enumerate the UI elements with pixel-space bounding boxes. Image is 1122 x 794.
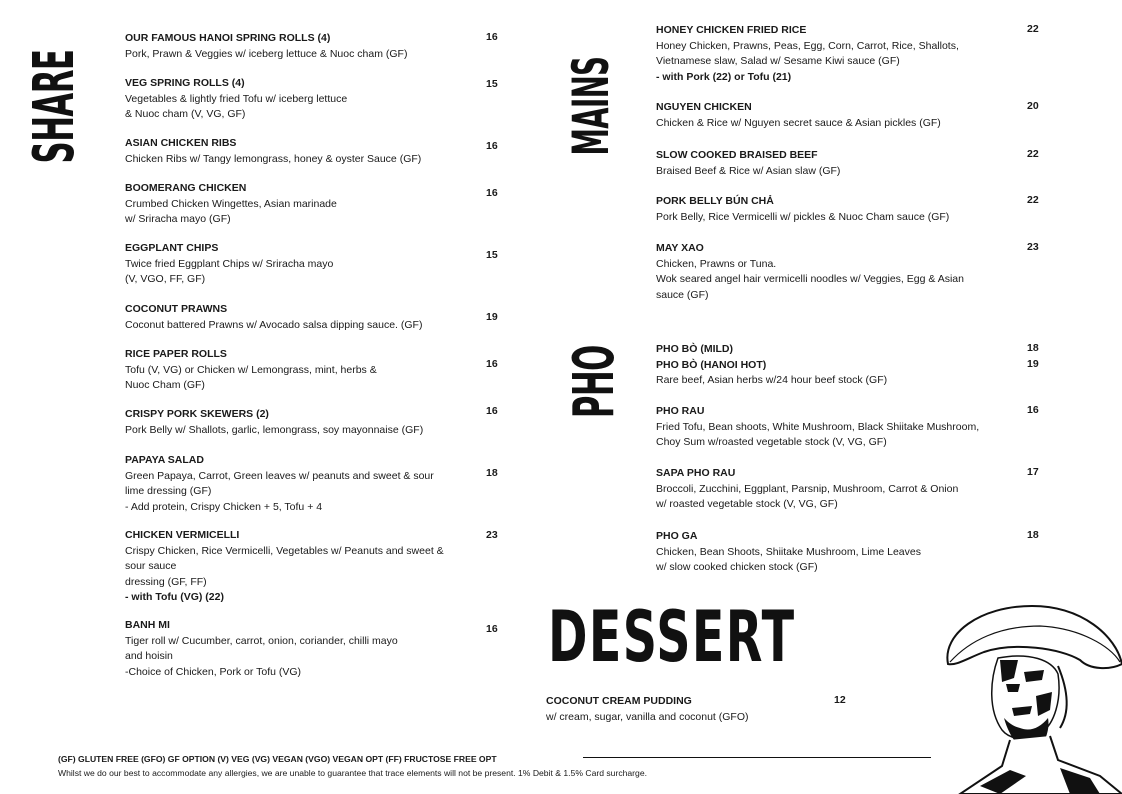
item-price: 15: [486, 78, 498, 90]
item-description: Crispy Chicken, Rice Vermicelli, Vegetables w/ Peanuts and sweet & sour sauce dressing (GF, FF): [125, 544, 444, 588]
item-price: 16: [1027, 404, 1039, 416]
item-description: Honey Chicken, Prawns, Peas, Egg, Corn, Carrot, Rice, Shallots, Vietnamese slaw, Salad w/ Sesame Kiwi sauce (GF): [656, 39, 959, 67]
dietary-legend: (GF) GLUTEN FREE (GFO) GF OPTION (V) VEG (VG) VEGAN (VGO) VEGAN OPT (FF) FRUCTOSE FREE OPT: [58, 754, 497, 764]
item-name-alt: PHO BÒ (HANOI HOT): [656, 358, 767, 371]
divider: [583, 757, 931, 758]
menu-item: [656, 466, 1006, 513]
item-price: 16: [486, 358, 498, 370]
menu-item: [125, 181, 475, 228]
item-description: Chicken, Bean Shoots, Shiitake Mushroom, Lime Leaves w/ slow cooked chicken stock (GF): [656, 545, 921, 573]
item-name: SLOW COOKED BRAISED BEEF: [656, 149, 818, 161]
item-name: ASIAN CHICKEN RIBS: [125, 137, 237, 149]
item-name: RICE PAPER ROLLS: [125, 348, 227, 360]
item-price: 17: [1027, 466, 1039, 478]
item-price: 18: [1027, 342, 1039, 354]
item-price: 15: [486, 249, 498, 261]
item-price: 22: [1027, 194, 1039, 206]
item-description: Tofu (V, VG) or Chicken w/ Lemongrass, mint, herbs & Nuoc Cham (GF): [125, 363, 377, 391]
item-price: 16: [486, 31, 498, 43]
item-price: 22: [1027, 148, 1039, 160]
menu-item: [656, 194, 1006, 225]
item-price: 23: [1027, 241, 1039, 253]
item-name: PORK BELLY BÚN CHẢ: [656, 195, 774, 207]
menu-item: [656, 23, 1006, 85]
menu-item: [125, 76, 475, 123]
item-price: 18: [1027, 529, 1039, 541]
item-description: Pork Belly w/ Shallots, garlic, lemongrass, soy mayonnaise (GF): [125, 423, 424, 436]
menu-item: [125, 347, 475, 394]
item-name: SAPA PHO RAU: [656, 467, 736, 479]
section-title-dessert: DESSERT: [548, 596, 796, 678]
item-name: COCONUT PRAWNS: [125, 303, 228, 315]
item-name: CHICKEN VERMICELLI: [125, 529, 240, 541]
item-description: Green Papaya, Carrot, Green leaves w/ peanuts and sweet & sour lime dressing (GF): [125, 469, 434, 497]
item-price: 19: [486, 311, 498, 323]
item-name: PHO GA: [656, 530, 698, 542]
menu-item: [656, 100, 1006, 131]
menu-item: [125, 453, 475, 515]
section-title-pho: PHO: [562, 345, 627, 419]
item-description: Chicken Ribs w/ Tangy lemongrass, honey & oyster Sauce (GF): [125, 152, 422, 165]
item-description: Vegetables & lightly fried Tofu w/ iceberg lettuce & Nuoc cham (V, VG, GF): [125, 92, 348, 120]
item-name: NGUYEN CHICKEN: [656, 101, 752, 113]
item-description: Chicken & Rice w/ Nguyen secret sauce & Asian pickles (GF): [656, 116, 941, 129]
item-description: Pork Belly, Rice Vermicelli w/ pickles & Nuoc Cham sauce (GF): [656, 210, 950, 223]
menu-item: [656, 342, 1006, 389]
menu-item: [656, 241, 1006, 303]
menu-item: [125, 618, 475, 680]
menu-item: [125, 407, 475, 438]
item-price-alt: 19: [1027, 358, 1039, 370]
item-name: OUR FAMOUS HANOI SPRING ROLLS (4): [125, 32, 331, 44]
item-price: 18: [486, 467, 498, 479]
item-name: PHO RAU: [656, 405, 705, 417]
item-price: 23: [486, 529, 498, 541]
item-name: CRISPY PORK SKEWERS (2): [125, 408, 269, 420]
item-description: Twice fried Eggplant Chips w/ Sriracha mayo (V, VGO, FF, GF): [125, 257, 334, 285]
item-price: 16: [486, 140, 498, 152]
item-description: Broccoli, Zucchini, Eggplant, Parsnip, Mushroom, Carrot & Onion w/ roasted vegetable stock (V, VG, GF): [656, 482, 959, 510]
man-conical-hat-illustration: [940, 600, 1122, 794]
item-price: 16: [486, 187, 498, 199]
menu-item: [125, 241, 475, 288]
item-extra: - with Pork (22) or Tofu (21): [656, 70, 792, 83]
item-extra: - Add protein, Crispy Chicken + 5, Tofu + 4: [125, 500, 323, 513]
item-description: Rare beef, Asian herbs w/24 hour beef stock (GF): [656, 374, 888, 386]
menu-item: [125, 31, 475, 62]
item-name: PHO BÒ (MILD): [656, 343, 733, 355]
item-description: Pork, Prawn & Veggies w/ iceberg lettuce & Nuoc cham (GF): [125, 47, 408, 60]
item-name: BOOMERANG CHICKEN: [125, 182, 247, 194]
menu-item: [125, 302, 475, 333]
item-price: 12: [834, 694, 846, 706]
item-extra: - with Tofu (VG) (22): [125, 591, 224, 603]
item-description: w/ cream, sugar, vanilla and coconut (GFO): [546, 710, 749, 723]
item-name: VEG SPRING ROLLS (4): [125, 77, 245, 89]
menu-item: [656, 529, 1006, 576]
item-name: BANH MI: [125, 619, 170, 631]
item-description: Tiger roll w/ Cucumber, carrot, onion, coriander, chilli mayo and hoisin: [125, 634, 398, 662]
item-name: MAY XAO: [656, 242, 704, 254]
item-name: HONEY CHICKEN FRIED RICE: [656, 24, 807, 36]
allergy-note: Whilst we do our best to accommodate any allergies, we are unable to guarantee that trace elements will not be present. 1% Debit & 1.5% Card surcharge.: [58, 768, 647, 778]
menu-item: [546, 694, 846, 725]
item-description: Fried Tofu, Bean shoots, White Mushroom, Black Shiitake Mushroom, Choy Sum w/roasted vegetable stock (V, VG, GF): [656, 420, 980, 448]
item-name: EGGPLANT CHIPS: [125, 242, 219, 254]
item-price: 22: [1027, 23, 1039, 35]
menu-item: [656, 404, 1006, 451]
section-title-share: SHARE: [22, 49, 87, 164]
menu-item: [656, 148, 1006, 179]
section-title-mains: MAINS: [562, 56, 620, 156]
item-description: Braised Beef & Rice w/ Asian slaw (GF): [656, 164, 841, 177]
item-price: 16: [486, 405, 498, 417]
menu-item: [125, 528, 475, 606]
item-description: Crumbed Chicken Wingettes, Asian marinade w/ Sriracha mayo (GF): [125, 197, 337, 225]
menu-item: [125, 136, 475, 167]
item-price: 16: [486, 623, 498, 635]
item-description: Chicken, Prawns or Tuna. Wok seared angel hair vermicelli noodles w/ Veggies, Egg & Asian sauce (GF): [656, 257, 964, 301]
item-name: PAPAYA SALAD: [125, 454, 204, 466]
item-description: Coconut battered Prawns w/ Avocado salsa dipping sauce. (GF): [125, 318, 423, 331]
item-name: COCONUT CREAM PUDDING: [546, 695, 692, 707]
item-extra: -Choice of Chicken, Pork or Tofu (VG): [125, 665, 302, 678]
item-price: 20: [1027, 100, 1039, 112]
